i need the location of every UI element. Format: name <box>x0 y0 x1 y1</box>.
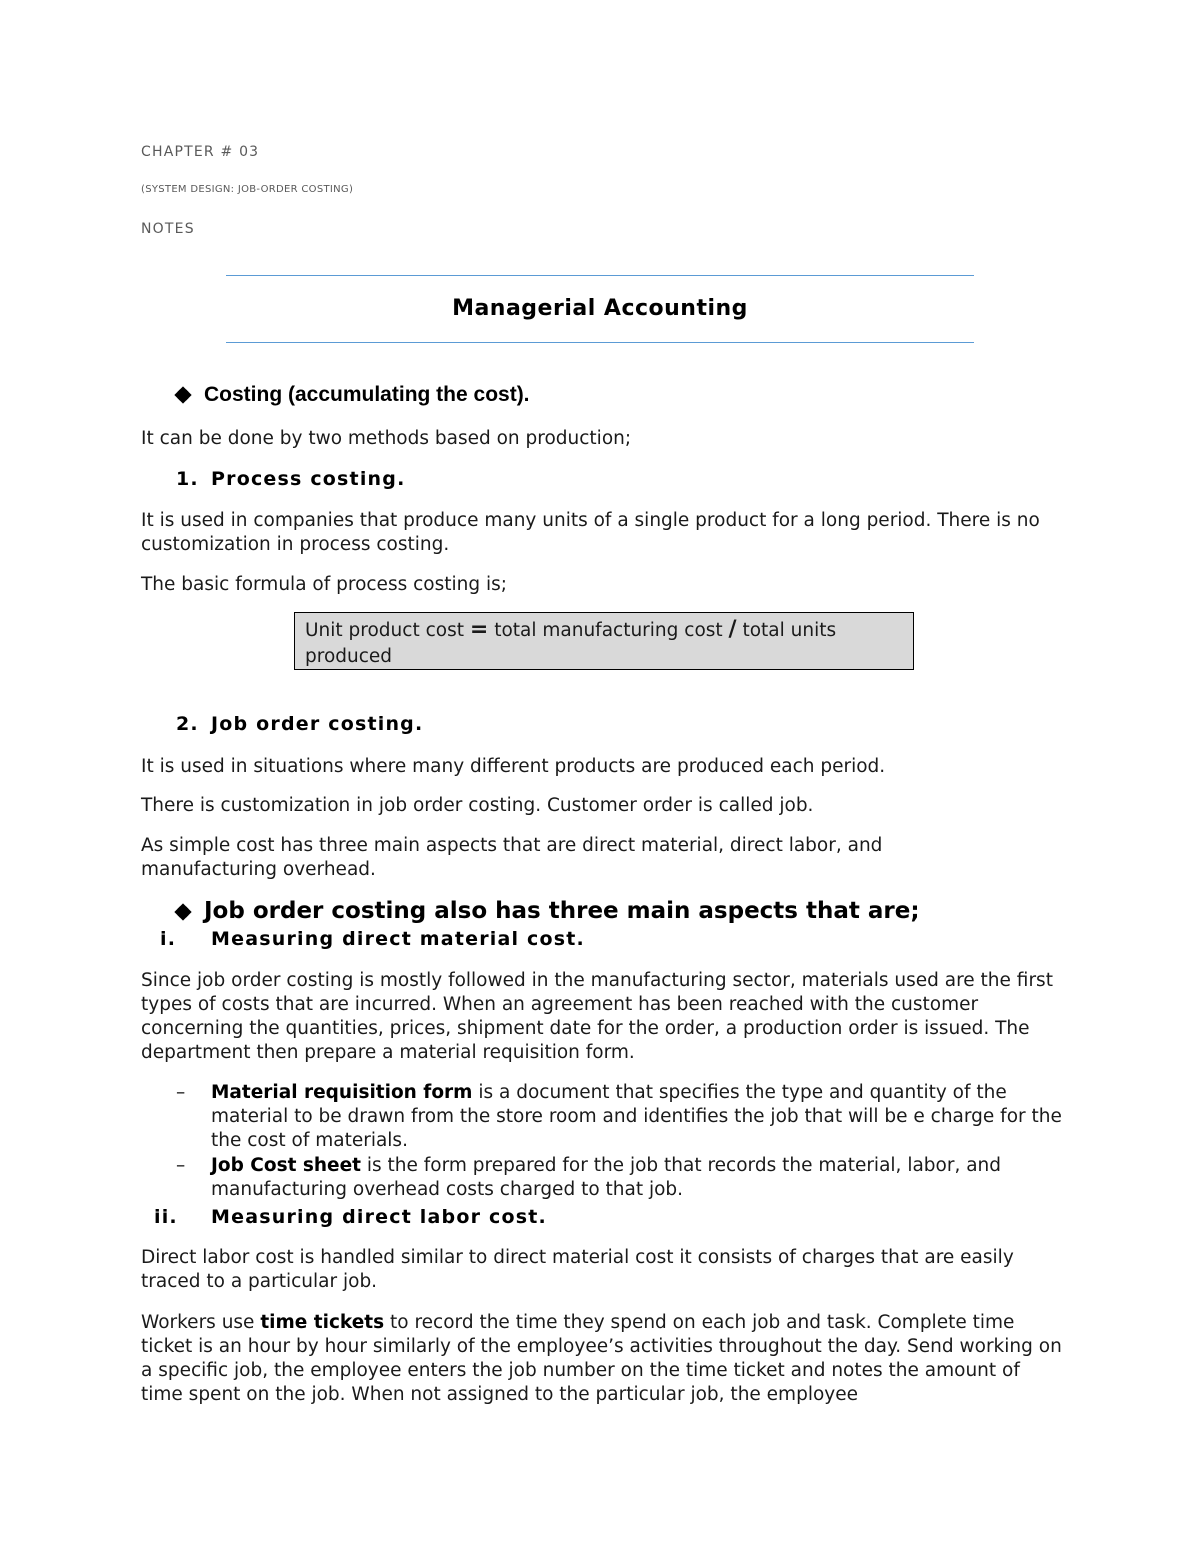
material-heading: Measuring direct material cost. <box>211 928 585 950</box>
formula-box <box>294 612 914 670</box>
title-top-rule <box>226 275 974 276</box>
numeral-i: i. <box>160 928 177 950</box>
job-paragraph-3: As simple cost has three main aspects that are direct material, direct labor, and manufacturing overhead. <box>141 835 883 880</box>
process-number: 1. <box>176 468 199 490</box>
formula-middle: total manufacturing cost <box>494 620 723 641</box>
process-heading: Process costing. <box>211 468 406 490</box>
formula-right-1: total units <box>742 620 837 641</box>
formula-intro: The basic formula of process costing is; <box>141 574 507 595</box>
job-number: 2. <box>176 713 199 735</box>
list-item: – Material requisition form is a document that specifies the type and quantity of the material to be drawn from the store room and identifies the job that will be e charge for the the cost of materials. <box>176 1082 1062 1151</box>
page-title: Managerial Accounting <box>452 296 748 321</box>
labor-paragraph-2: Workers use time tickets to record the time they spend on each job and task. Complete time ticket is an hour by hour similarly of the employee’s activities throughout the day. Send working on a specific job, the employee enters the job number on the time ticket and notes the amount of time spent on the job. When not assigned to the particular job, the employee <box>141 1312 1062 1405</box>
costing-heading: Costing (accumulating the cost). <box>176 382 530 407</box>
intro-paragraph: It can be done by two methods based on production; <box>141 428 632 449</box>
list-item: – Job Cost sheet is the form prepared for the job that records the material, labor, and manufacturing overhead costs charged to that job. <box>176 1155 1002 1200</box>
job-paragraph-2: There is customization in job order costing. Customer order is called job. <box>141 795 814 816</box>
material-paragraph: Since job order costing is mostly followed in the manufacturing sector, materials used are the first types of costs that are incurred. When an agreement has been reached with the customer concerning the quantities, prices, shipment date for the order, a production order is issued. The department then prepare a material requisition form. <box>141 970 1053 1063</box>
job-heading: Job order costing. <box>211 713 424 735</box>
process-paragraph: It is used in companies that produce many units of a single product for a long period. There is no customization in process costing. <box>141 510 1040 555</box>
formula-divide: / <box>728 617 737 642</box>
aspects-heading: Job order costing also has three main aspects that are; <box>176 898 920 924</box>
formula-left: Unit product cost <box>305 620 464 641</box>
formula-equals: = <box>469 617 489 642</box>
labor-heading: Measuring direct labor cost. <box>211 1206 547 1228</box>
notes-label: NOTES <box>141 221 195 237</box>
diamond-bullet-icon <box>176 905 190 919</box>
chapter-subtitle: (SYSTEM DESIGN: JOB-ORDER COSTING) <box>141 184 354 195</box>
formula-right-2: produced <box>305 646 393 667</box>
chapter-label: CHAPTER # 03 <box>141 144 260 160</box>
diamond-bullet-icon <box>176 388 190 402</box>
job-paragraph-1: It is used in situations where many different products are produced each period. <box>141 756 886 777</box>
title-bottom-rule <box>226 342 974 343</box>
labor-paragraph-1: Direct labor cost is handled similar to direct material cost it consists of charges that are easily traced to a particular job. <box>141 1247 1014 1292</box>
numeral-ii: ii. <box>154 1206 178 1228</box>
